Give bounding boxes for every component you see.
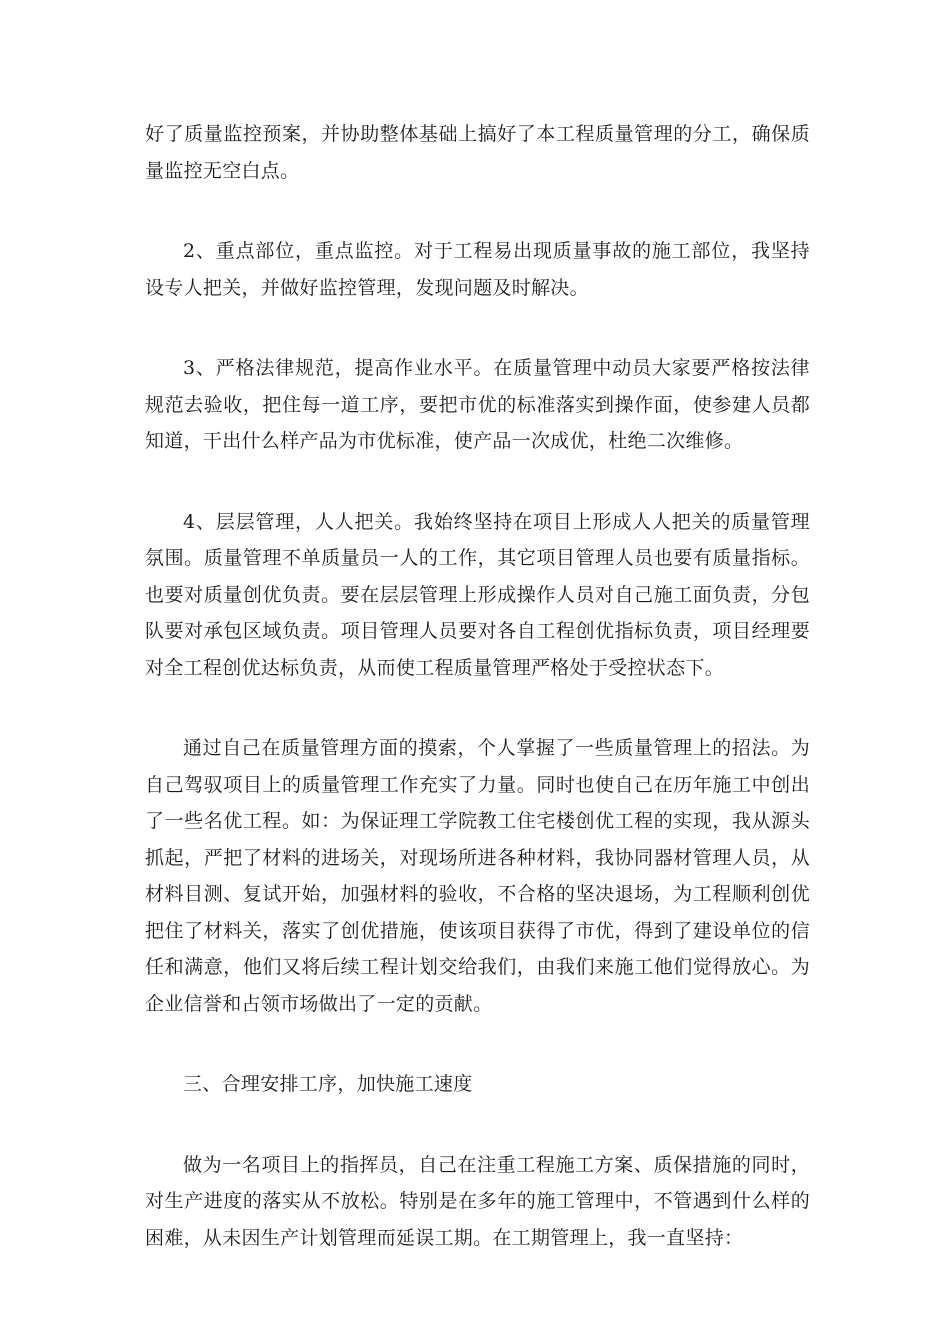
paragraph-progress-management: 做为一名项目上的指挥员，自己在注重工程施工方案、质保措施的同时，对生产进度的落实从不放松。特别是在多年的施工管理中，不管遇到什么样的困难，从未因生产计划管理而延误工期。在工期管理上，我一直坚持：	[145, 1153, 810, 1249]
paragraph-quality-experience: 通过自己在质量管理方面的摸索，个人掌握了一些质量管理上的招法。为自己驾驭项目上的质量管理工作充实了力量。同时也使自己在历年施工中创出了一些名优工程。如：为保证理工学院教工住宅楼创优工程的实现，我从源头抓起，严把了材料的进场关，对现场所进各种材料，我协同器材管理人员，从材料目测、复试开始，加强材料的验收，不合格的坚决退场，为工程顺利创优把住了材料关，落实了创优措施，使该项目获得了市优，得到了建设单位的信任和满意，他们又将后续工程计划交给我们，由我们来施工他们觉得放心。为企业信誉和占领市场做出了一定的贡献。	[145, 737, 810, 1015]
paragraph-strict-regulations: 3、严格法律规范，提高作业水平。在质量管理中动员大家要严格按法律规范去验收，把住每一道工序，要把市优的标准落实到操作面，使参建人员都知道，干出什么样产品为市优标准，使产品一次成优，杜绝二次维修。	[145, 357, 810, 452]
section-heading-schedule: 三、合理安排工序，加快施工速度	[183, 1073, 473, 1095]
document-body	[145, 116, 810, 1300]
paragraph-quality-plan-continued: 好了质量监控预案，并协助整体基础上搞好了本工程质量管理的分工，确保质量监控无空白点。	[145, 123, 810, 182]
paragraph-key-parts-monitoring: 2、重点部位，重点监控。对于工程易出现质量事故的施工部位，我坚持设专人把关，并做好监控管理，发现问题及时解决。	[145, 240, 810, 299]
paragraph-layered-management: 4、层层管理，人人把关。我始终坚持在项目上形成人人把关的质量管理氛围。质量管理不单质量员一人的工作，其它项目管理人员也要有质量指标。也要对质量创优负责。要在层层管理上形成操作人员对自己施工面负责，分包队要对承包区域负责。项目管理人员要对各自工程创优指标负责，项目经理要对全工程创优达标负责，从而使工程质量管理严格处于受控状态下。	[145, 510, 810, 679]
